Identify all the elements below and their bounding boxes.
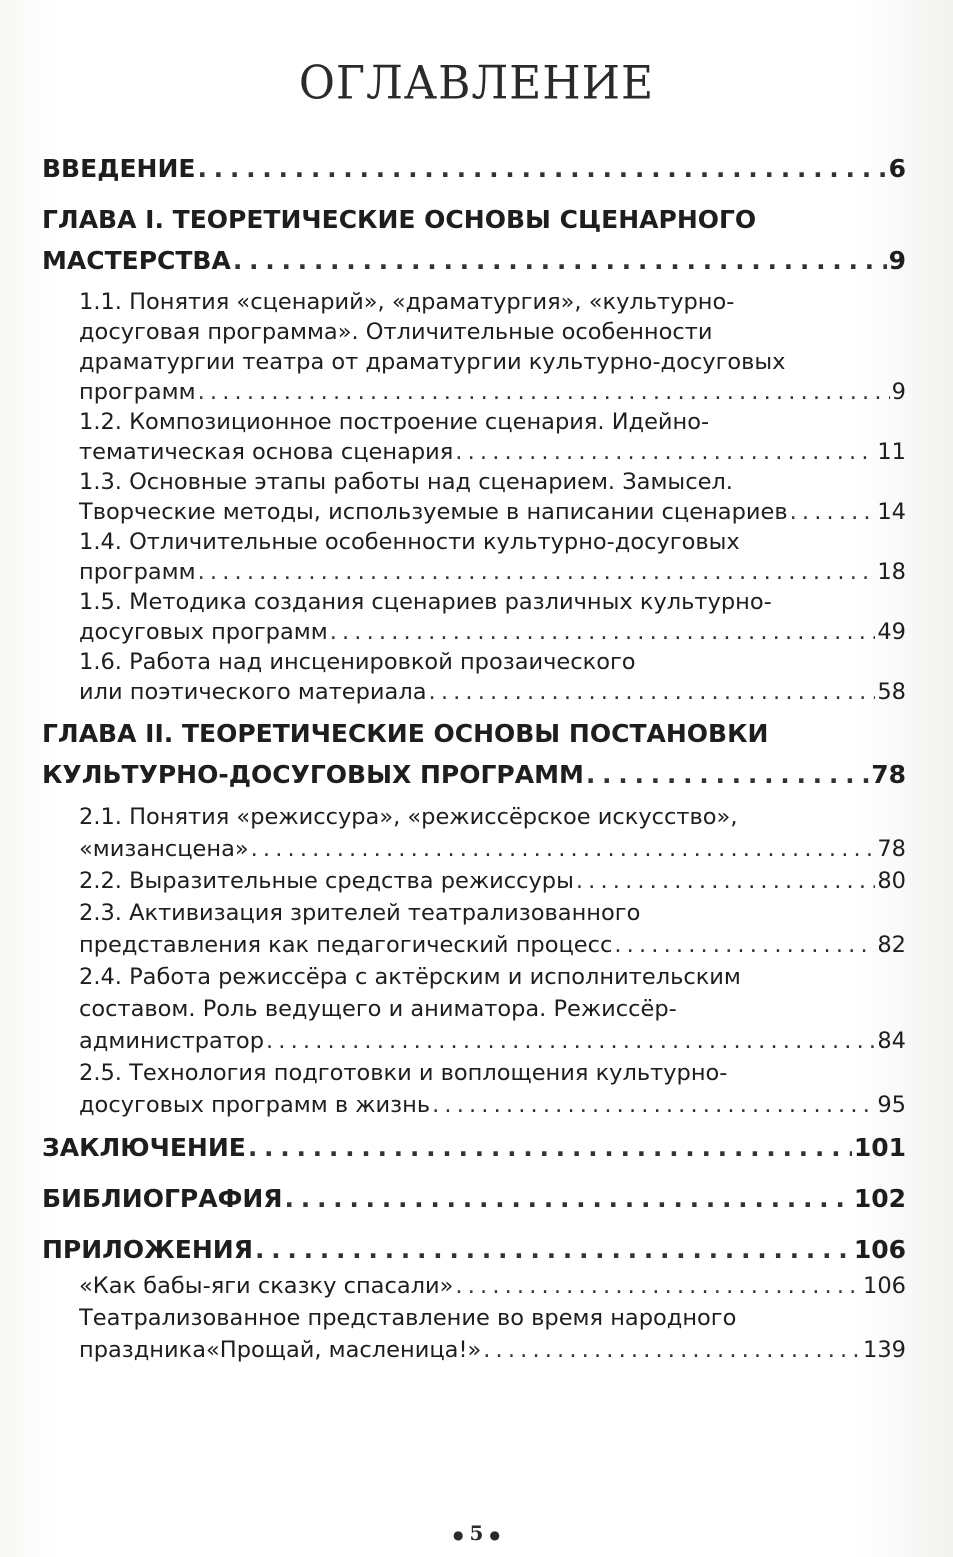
toc-page-number: 95 [877,1092,906,1118]
toc-entry-bibliography[interactable] [42,1178,906,1219]
toc-entry-2-1[interactable] [79,801,906,865]
toc-entry-line: досуговая программа». Отличительные особенности [79,319,713,345]
dot-leader [586,754,869,795]
toc-entry-introduction[interactable] [42,148,906,189]
dot-leader [251,833,876,865]
toc-entry-label: тематическая основа сценария [79,439,454,465]
toc-page-number: 82 [877,932,906,958]
toc-entry-1-5[interactable] [79,587,906,647]
toc-entry-2-2[interactable] [79,865,906,897]
toc-entry-line: 1.1. Понятия «сценарий», «драматургия», «культурно- [79,289,735,315]
toc-entry-line: ГЛАВА I. ТЕОРЕТИЧЕСКИЕ ОСНОВЫ СЦЕНАРНОГО [42,205,757,234]
toc-page-number: 106 [863,1273,906,1299]
toc-entry-2-5[interactable] [79,1057,906,1121]
toc-entry-label: «Как бабы-яги сказку спасали» [79,1273,454,1299]
toc-page-number: 11 [877,439,906,465]
toc-page-number: 9 [891,379,906,405]
toc-entry-line: 2.3. Активизация зрителей театрализованного [79,900,641,926]
dot-leader [429,677,876,707]
dot-leader [197,148,886,189]
dot-leader [330,617,876,647]
toc-page-number: 6 [888,154,906,183]
toc-entry-appendix-2[interactable] [79,1302,906,1366]
page-number: 5 [469,1521,484,1545]
table-of-contents [42,148,906,1366]
toc-entry-1-2[interactable] [79,407,906,467]
toc-page-number: 49 [877,619,906,645]
toc-entry-line: 1.4. Отличительные особенности культурно-досуговых [79,529,740,555]
toc-entry-label: МАСТЕРСТВА [42,246,231,275]
toc-entry-2-4[interactable] [79,961,906,1057]
toc-entry-line: 1.6. Работа над инсценировкой прозаического [79,649,636,675]
toc-entry-line: Театрализованное представление во время народного [79,1305,737,1331]
dot-leader [198,557,876,587]
toc-page-number: 139 [863,1337,906,1363]
dot-leader [266,1025,875,1057]
dot-leader [233,240,887,281]
dot-leader [248,1127,852,1168]
dot-leader [455,1270,861,1302]
toc-entry-label: администратор [79,1028,264,1054]
toc-entry-label: Творческие методы, используемые в написании сценариев [79,499,788,525]
toc-entry-1-1[interactable] [79,287,906,407]
toc-page-number: 78 [871,760,906,789]
toc-entry-label: досуговых программ [79,619,328,645]
toc-entry-label: ЗАКЛЮЧЕНИЕ [42,1133,246,1162]
page-footer [0,1521,953,1545]
toc-entry-chapter-2[interactable] [42,713,906,795]
toc-page-number: 84 [877,1028,906,1054]
toc-page-number: 78 [877,836,906,862]
toc-entry-appendices[interactable] [42,1229,906,1270]
toc-entry-1-3[interactable] [79,467,906,527]
dot-leader [614,929,875,961]
toc-entry-line: 1.3. Основные этапы работы над сценарием. Замысел. [79,469,733,495]
toc-entry-label: КУЛЬТУРНО-ДОСУГОВЫХ ПРОГРАММ [42,760,584,789]
dot-leader [576,865,876,897]
toc-entry-label: ПРИЛОЖЕНИЯ [42,1235,253,1264]
toc-page-number: 58 [877,679,906,705]
toc-entry-line: драматургии театра от драматургии культурно-досуговых [79,349,786,375]
dot-leader [790,497,876,527]
dot-leader [285,1178,852,1219]
dot-leader [255,1229,852,1270]
toc-entry-line: составом. Роль ведущего и аниматора. Режиссёр- [79,996,677,1022]
toc-entry-label: «мизансцена» [79,836,249,862]
toc-entry-line: 1.2. Композиционное построение сценария. Идейно- [79,409,710,435]
toc-entry-label: праздника«Прощай, масленица!» [79,1337,482,1363]
toc-entry-label: 2.2. Выразительные средства режиссуры [79,868,574,894]
toc-entry-label: программ [79,379,196,405]
toc-entry-line: 1.5. Методика создания сценариев различных культурно- [79,589,772,615]
dot-leader [455,437,875,467]
toc-page-number: 102 [853,1184,906,1213]
toc-entry-label: или поэтического материала [79,679,427,705]
toc-entry-label: ВВЕДЕНИЕ [42,154,196,183]
toc-page-number: 9 [888,246,906,275]
toc-entry-label: программ [79,559,196,585]
bullet-icon: ● [489,1527,500,1542]
toc-entry-2-3[interactable] [79,897,906,961]
toc-page-number: 14 [877,499,906,525]
toc-entry-line: 2.4. Работа режиссёра с актёрским и исполнительским [79,964,741,990]
toc-page-number: 80 [877,868,906,894]
toc-entry-label: БИБЛИОГРАФИЯ [42,1184,283,1213]
toc-entry-1-6[interactable] [79,647,906,707]
toc-entry-appendix-1[interactable] [79,1270,906,1302]
toc-entry-line: 2.5. Технология подготовки и воплощения культурно- [79,1060,728,1086]
toc-page-number: 106 [853,1235,906,1264]
toc-entry-1-4[interactable] [79,527,906,587]
toc-page-number: 101 [853,1133,906,1162]
toc-entry-line: ГЛАВА II. ТЕОРЕТИЧЕСКИЕ ОСНОВЫ ПОСТАНОВКИ [42,719,769,748]
bullet-icon: ● [453,1527,464,1542]
toc-entry-label: представления как педагогический процесс [79,932,613,958]
toc-entry-line: 2.1. Понятия «режиссура», «режиссёрское искусство», [79,804,738,830]
toc-page-number: 18 [877,559,906,585]
toc-entry-conclusion[interactable] [42,1127,906,1168]
page-title: ОГЛАВЛЕНИЕ [298,56,655,111]
dot-leader [198,377,890,407]
dot-leader [432,1089,875,1121]
toc-entry-chapter-1[interactable] [42,199,906,281]
dot-leader [483,1334,861,1366]
toc-entry-label: досуговых программ в жизнь [79,1092,431,1118]
